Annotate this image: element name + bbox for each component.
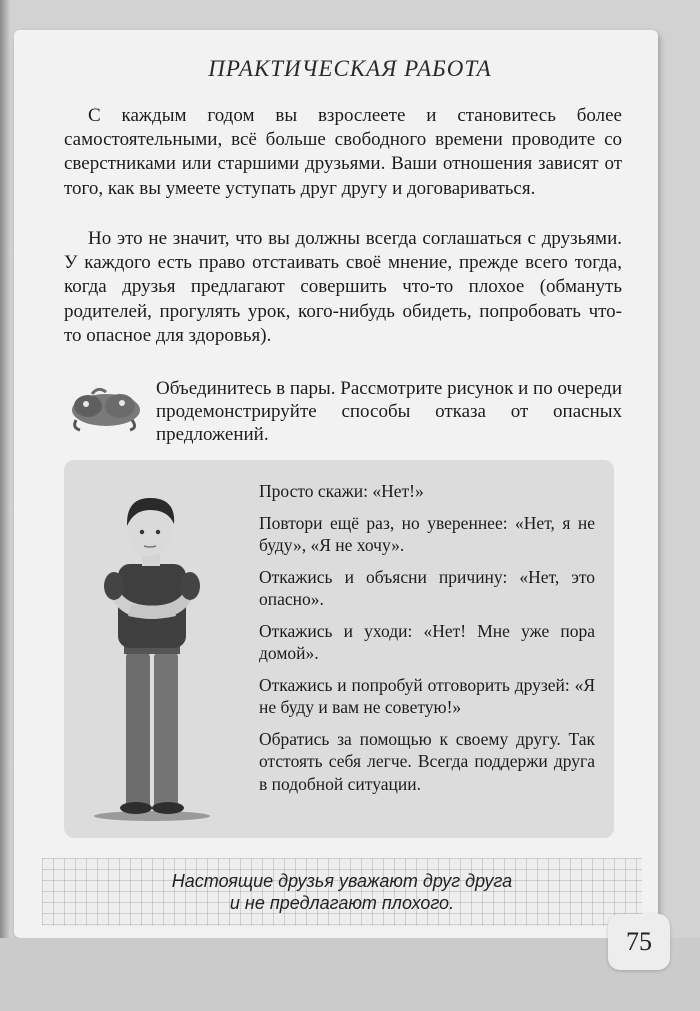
refusal-tips-list — [259, 480, 595, 804]
page-bottom-margin — [0, 938, 700, 1011]
motto-line-1: Настоящие друзья уважают друг друга — [171, 871, 513, 891]
page-number: 75 — [608, 914, 670, 970]
boy-crossed-arms-illustration — [92, 482, 212, 822]
tip-item: Откажись и уходи: «Нет! Мне уже пора домой». — [259, 620, 595, 663]
intro-paragraph-1: С каждым годом вы взрослеете и становитесь более самостоятельными, всё больше свободного времени проводите со сверстниками или старшими друзьями. Ваши отношения зависят от того, как вы умеете уступать друг другу и договариваться. — [64, 105, 622, 199]
book-spine-shadow — [0, 0, 10, 1011]
tip-item: Откажись и попробуй отговорить друзей: «Я не буду и вам не советую!» — [259, 674, 595, 717]
tip-item: Обратись за помощью к своему другу. Так отстоять себя легче. Всегда поддержи друга в подобной ситуации. — [259, 728, 595, 794]
intro-paragraph-2: Но это не значит, что вы должны всегда соглашаться с друзьями. У каждого есть право отстаивать своё мнение, прежде всего тогда, когда друзья предлагают совершить что-то плохое (обмануть родителей, прогулять урок, кого-нибудь обидеть, попробовать что-то опасное для здоровья). — [64, 228, 622, 346]
tip-item: Повтори ещё раз, но увереннее: «Нет, я не буду», «Я не хочу». — [259, 512, 595, 555]
task-instruction: Объединитесь в пары. Рассмотрите рисунок и по очереди продемонстрируйте способы отказа от опасных предложений. — [156, 378, 622, 445]
motto-line-2: и не предлагают плохого. — [229, 893, 455, 913]
pair-work-icon — [62, 384, 146, 432]
tip-item: Просто скажи: «Нет!» — [259, 481, 424, 501]
motto — [42, 870, 642, 914]
tip-item: Откажись и объясни причину: «Нет, это опасно». — [259, 566, 595, 609]
page-title: ПРАКТИЧЕСКАЯ РАБОТА — [208, 56, 492, 81]
